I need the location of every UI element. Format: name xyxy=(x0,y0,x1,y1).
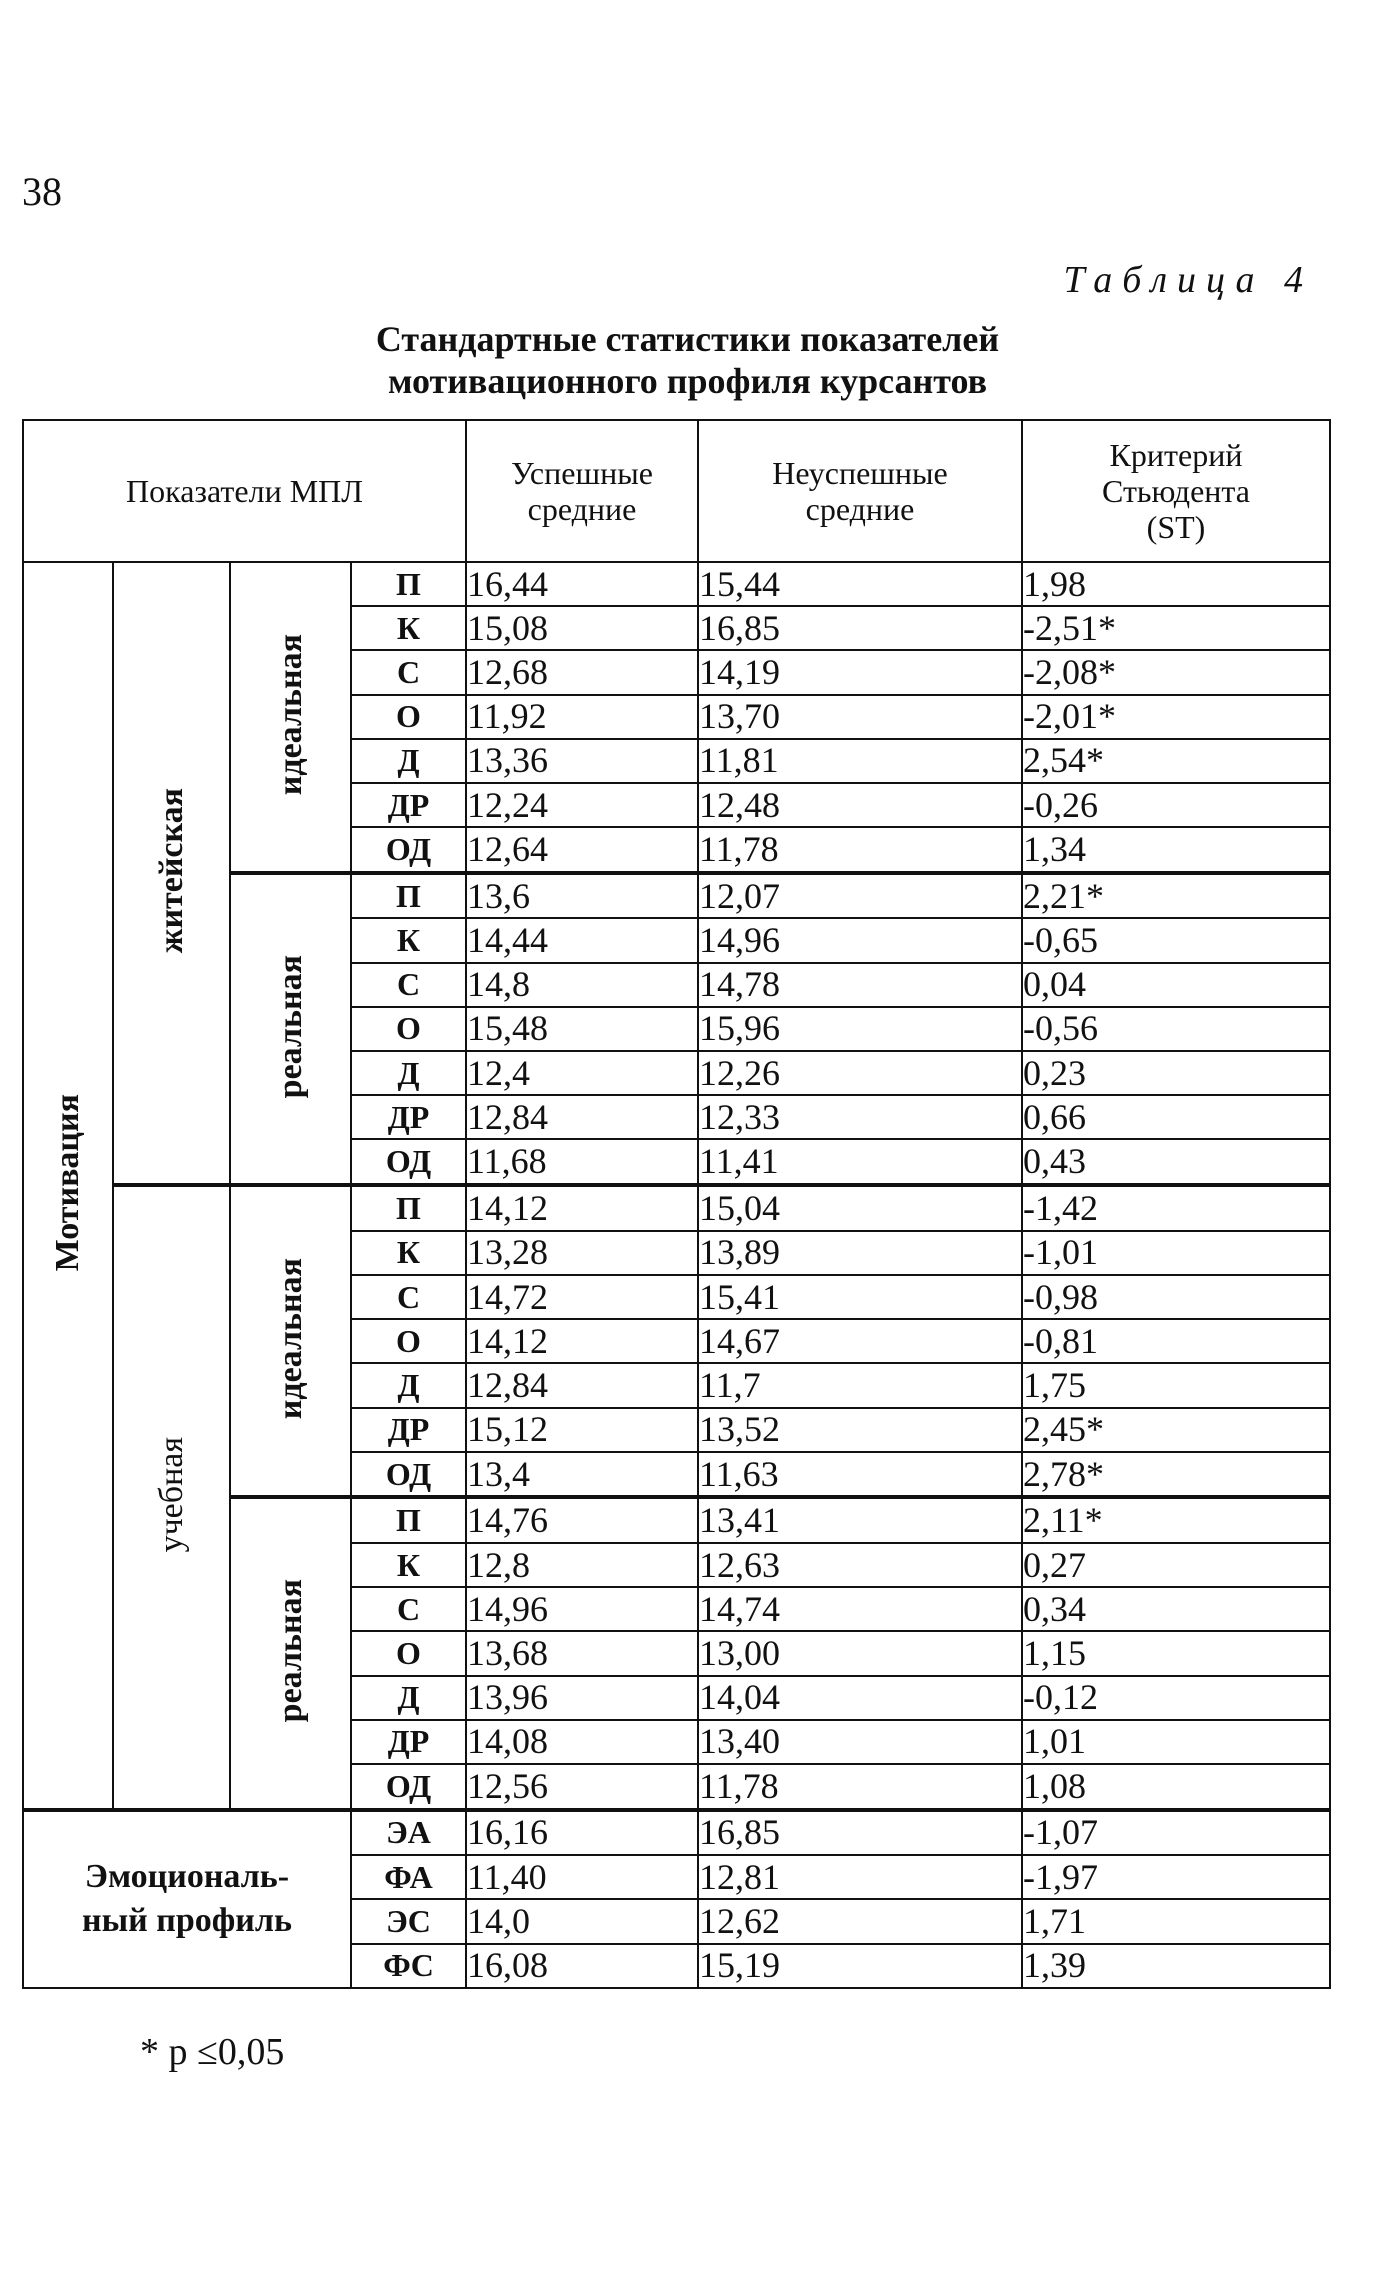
student-criterion: -0,98 xyxy=(1022,1275,1330,1319)
student-criterion: 2,11* xyxy=(1022,1497,1330,1543)
unsuccessful-mean: 13,41 xyxy=(698,1497,1022,1543)
unsuccessful-mean: 15,44 xyxy=(698,562,1022,606)
unsuccessful-mean: 12,63 xyxy=(698,1543,1022,1587)
student-criterion: -1,07 xyxy=(1022,1810,1330,1856)
successful-mean: 16,44 xyxy=(466,562,698,606)
table-label: Таблица 4 xyxy=(1063,259,1313,301)
header-unsuccessful-l2: средние xyxy=(805,491,915,527)
unsuccessful-mean: 16,85 xyxy=(698,606,1022,650)
student-criterion: -0,12 xyxy=(1022,1676,1330,1720)
ideal-label: идеальная xyxy=(271,1258,309,1420)
indicator-code: Д xyxy=(351,1051,466,1095)
successful-mean: 16,08 xyxy=(466,1944,698,1988)
successful-mean: 13,6 xyxy=(466,873,698,919)
emotional-profile-label xyxy=(23,1810,351,1988)
unsuccessful-mean: 13,70 xyxy=(698,695,1022,739)
unsuccessful-mean: 15,04 xyxy=(698,1185,1022,1231)
successful-mean: 15,08 xyxy=(466,606,698,650)
student-criterion: 2,45* xyxy=(1022,1408,1330,1452)
real-label-cell xyxy=(230,1497,351,1809)
unsuccessful-mean: 11,81 xyxy=(698,739,1022,783)
student-criterion: 0,27 xyxy=(1022,1543,1330,1587)
successful-mean: 12,84 xyxy=(466,1363,698,1407)
student-criterion: 0,43 xyxy=(1022,1139,1330,1185)
unsuccessful-mean: 12,62 xyxy=(698,1899,1022,1943)
indicator-code: Д xyxy=(351,739,466,783)
student-criterion: -1,42 xyxy=(1022,1185,1330,1231)
student-criterion: 0,23 xyxy=(1022,1051,1330,1095)
footnote: * p ≤0,05 xyxy=(140,2031,285,2073)
indicator-code: ФС xyxy=(351,1944,466,1988)
table-row xyxy=(23,1810,1330,1856)
table-row xyxy=(23,1185,1330,1231)
header-criterion-l1: Критерий xyxy=(1109,437,1243,473)
indicator-code: ДР xyxy=(351,783,466,827)
student-criterion: -0,81 xyxy=(1022,1319,1330,1363)
title-line-1: Стандартные статистики показателей xyxy=(375,319,1000,359)
unsuccessful-mean: 12,26 xyxy=(698,1051,1022,1095)
student-criterion: 1,34 xyxy=(1022,827,1330,873)
student-criterion: 1,15 xyxy=(1022,1631,1330,1675)
student-criterion: 0,66 xyxy=(1022,1095,1330,1139)
ideal-label-cell xyxy=(230,562,351,873)
real-label: реальная xyxy=(271,954,309,1099)
header-unsuccessful xyxy=(698,420,1022,562)
successful-mean: 13,96 xyxy=(466,1676,698,1720)
successful-mean: 15,48 xyxy=(466,1007,698,1051)
unsuccessful-mean: 11,78 xyxy=(698,1764,1022,1810)
successful-mean: 13,68 xyxy=(466,1631,698,1675)
indicator-code: К xyxy=(351,1543,466,1587)
indicator-code: С xyxy=(351,963,466,1007)
student-criterion: 0,04 xyxy=(1022,963,1330,1007)
indicator-code: ОД xyxy=(351,827,466,873)
unsuccessful-mean: 13,40 xyxy=(698,1720,1022,1764)
table-body xyxy=(23,562,1330,1988)
everyday-label-cell xyxy=(113,562,230,1185)
motivation-label: Мотивация xyxy=(49,1094,86,1272)
indicator-code: Д xyxy=(351,1363,466,1407)
unsuccessful-mean: 12,81 xyxy=(698,1855,1022,1899)
successful-mean: 14,76 xyxy=(466,1497,698,1543)
ideal-label: идеальная xyxy=(271,633,309,796)
unsuccessful-mean: 13,89 xyxy=(698,1231,1022,1275)
indicator-code: ОД xyxy=(351,1139,466,1185)
indicator-code: ФА xyxy=(351,1855,466,1899)
successful-mean: 14,72 xyxy=(466,1275,698,1319)
indicator-code: К xyxy=(351,918,466,962)
successful-mean: 14,12 xyxy=(466,1185,698,1231)
header-criterion-l3: (ST) xyxy=(1146,509,1206,545)
unsuccessful-mean: 11,78 xyxy=(698,827,1022,873)
indicator-code: П xyxy=(351,1497,466,1543)
student-criterion: -0,56 xyxy=(1022,1007,1330,1051)
student-criterion: -2,08* xyxy=(1022,650,1330,694)
student-criterion: -1,97 xyxy=(1022,1855,1330,1899)
unsuccessful-mean: 14,19 xyxy=(698,650,1022,694)
header-indicators: Показатели МПЛ xyxy=(23,420,466,562)
student-criterion: 1,98 xyxy=(1022,562,1330,606)
student-criterion: 2,54* xyxy=(1022,739,1330,783)
student-criterion: -2,51* xyxy=(1022,606,1330,650)
student-criterion: 1,75 xyxy=(1022,1363,1330,1407)
indicator-code: К xyxy=(351,1231,466,1275)
table-row xyxy=(23,562,1330,606)
successful-mean: 12,68 xyxy=(466,650,698,694)
student-criterion: 1,01 xyxy=(1022,1720,1330,1764)
page-number: 38 xyxy=(22,169,62,214)
student-criterion: -1,01 xyxy=(1022,1231,1330,1275)
successful-mean: 14,96 xyxy=(466,1587,698,1631)
successful-mean: 11,40 xyxy=(466,1855,698,1899)
indicator-code: ЭА xyxy=(351,1810,466,1856)
academic-label-cell xyxy=(113,1185,230,1810)
emotional-label-line-2: ный профиль xyxy=(82,1902,292,1940)
indicator-code: П xyxy=(351,562,466,606)
header-criterion-l2: Стьюдента xyxy=(1102,473,1250,509)
successful-mean: 14,12 xyxy=(466,1319,698,1363)
successful-mean: 12,24 xyxy=(466,783,698,827)
indicator-code: О xyxy=(351,695,466,739)
indicator-code: Д xyxy=(351,1676,466,1720)
real-label: реальная xyxy=(271,1579,309,1723)
successful-mean: 14,8 xyxy=(466,963,698,1007)
indicator-code: О xyxy=(351,1631,466,1675)
unsuccessful-mean: 11,63 xyxy=(698,1452,1022,1498)
successful-mean: 12,8 xyxy=(466,1543,698,1587)
motivation-label-cell xyxy=(23,562,113,1810)
indicator-code: О xyxy=(351,1319,466,1363)
indicator-code: ОД xyxy=(351,1764,466,1810)
indicator-code: О xyxy=(351,1007,466,1051)
unsuccessful-mean: 13,00 xyxy=(698,1631,1022,1675)
successful-mean: 14,44 xyxy=(466,918,698,962)
header-unsuccessful-l1: Неуспешные xyxy=(772,455,948,491)
indicator-code: ОД xyxy=(351,1452,466,1498)
student-criterion: 2,78* xyxy=(1022,1452,1330,1498)
successful-mean: 14,08 xyxy=(466,1720,698,1764)
successful-mean: 14,0 xyxy=(466,1899,698,1943)
student-criterion: -0,26 xyxy=(1022,783,1330,827)
indicator-code: П xyxy=(351,1185,466,1231)
indicator-code: ДР xyxy=(351,1408,466,1452)
indicator-code: ДР xyxy=(351,1095,466,1139)
emotional-label-line-1: Эмоциональ- xyxy=(84,1858,290,1896)
successful-mean: 13,28 xyxy=(466,1231,698,1275)
successful-mean: 12,56 xyxy=(466,1764,698,1810)
successful-mean: 16,16 xyxy=(466,1810,698,1856)
unsuccessful-mean: 15,96 xyxy=(698,1007,1022,1051)
successful-mean: 13,36 xyxy=(466,739,698,783)
unsuccessful-mean: 14,96 xyxy=(698,918,1022,962)
academic-label: учебная xyxy=(152,1437,190,1553)
title-line-2: мотивационного профиля курсантов xyxy=(387,361,988,401)
student-criterion: 1,08 xyxy=(1022,1764,1330,1810)
successful-mean: 11,68 xyxy=(466,1139,698,1185)
header-successful xyxy=(466,420,698,562)
successful-mean: 11,92 xyxy=(466,695,698,739)
unsuccessful-mean: 16,85 xyxy=(698,1810,1022,1856)
unsuccessful-mean: 14,04 xyxy=(698,1676,1022,1720)
ideal-label-cell xyxy=(230,1185,351,1497)
unsuccessful-mean: 11,7 xyxy=(698,1363,1022,1407)
successful-mean: 13,4 xyxy=(466,1452,698,1498)
unsuccessful-mean: 13,52 xyxy=(698,1408,1022,1452)
indicator-code: ЭС xyxy=(351,1899,466,1943)
indicator-code: С xyxy=(351,650,466,694)
unsuccessful-mean: 14,78 xyxy=(698,963,1022,1007)
student-criterion: -0,65 xyxy=(1022,918,1330,962)
unsuccessful-mean: 12,48 xyxy=(698,783,1022,827)
successful-mean: 12,64 xyxy=(466,827,698,873)
indicator-code: С xyxy=(351,1275,466,1319)
student-criterion: 1,39 xyxy=(1022,1944,1330,1988)
unsuccessful-mean: 12,07 xyxy=(698,873,1022,919)
everyday-label: житейская xyxy=(152,787,190,954)
student-criterion: 2,21* xyxy=(1022,873,1330,919)
successful-mean: 15,12 xyxy=(466,1408,698,1452)
indicator-code: П xyxy=(351,873,466,919)
indicator-code: К xyxy=(351,606,466,650)
student-criterion: 0,34 xyxy=(1022,1587,1330,1631)
header-criterion xyxy=(1022,420,1330,562)
student-criterion: -2,01* xyxy=(1022,695,1330,739)
indicator-code: ДР xyxy=(351,1720,466,1764)
unsuccessful-mean: 12,33 xyxy=(698,1095,1022,1139)
unsuccessful-mean: 14,74 xyxy=(698,1587,1022,1631)
table-title xyxy=(0,318,1375,402)
real-label-cell xyxy=(230,873,351,1185)
indicator-code: С xyxy=(351,1587,466,1631)
header-successful-l2: средние xyxy=(527,491,637,527)
unsuccessful-mean: 15,19 xyxy=(698,1944,1022,1988)
successful-mean: 12,4 xyxy=(466,1051,698,1095)
successful-mean: 12,84 xyxy=(466,1095,698,1139)
student-criterion: 1,71 xyxy=(1022,1899,1330,1943)
unsuccessful-mean: 14,67 xyxy=(698,1319,1022,1363)
header-successful-l1: Успешные xyxy=(511,455,653,491)
unsuccessful-mean: 11,41 xyxy=(698,1139,1022,1185)
statistics-table xyxy=(22,419,1331,1989)
unsuccessful-mean: 15,41 xyxy=(698,1275,1022,1319)
